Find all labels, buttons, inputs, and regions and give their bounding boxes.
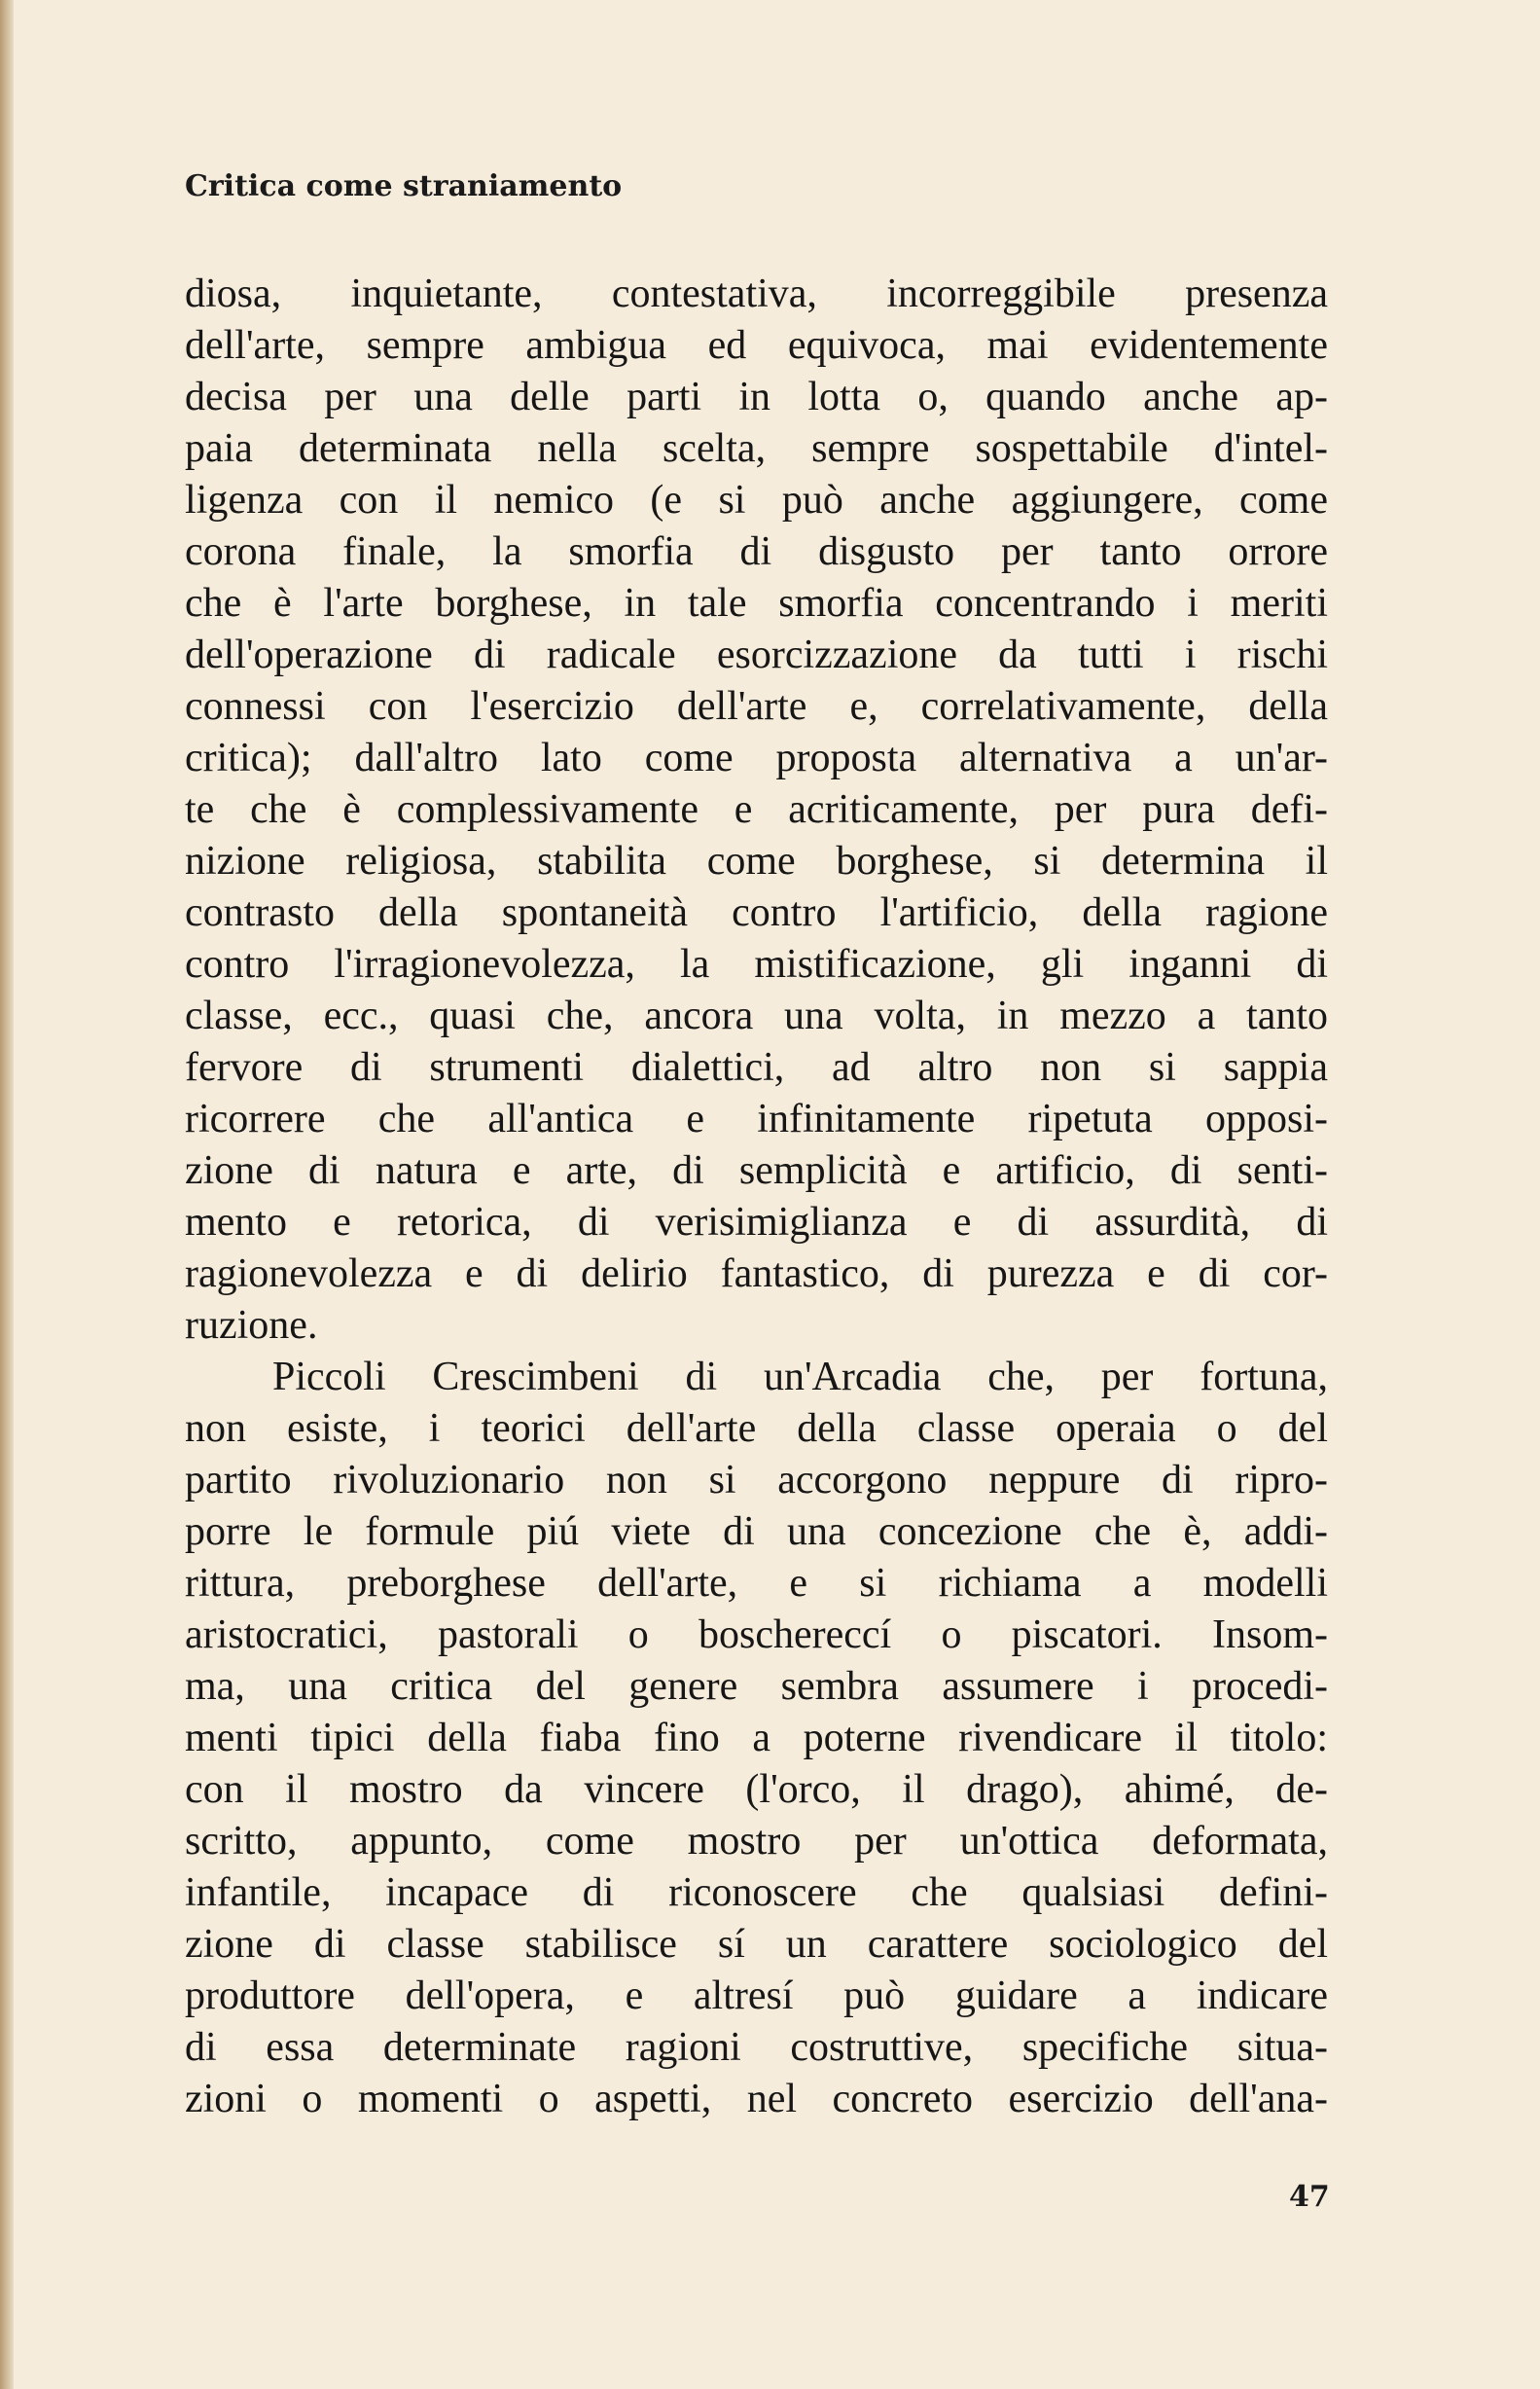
text-line: produttore dell'opera, e altresí può guidare a indicare (185, 1973, 1328, 2018)
text-line: critica); dall'altro lato come proposta alternativa a un'ar- (185, 736, 1328, 780)
text-line: corona finale, la smorfia di disgusto per tanto orrore (185, 529, 1328, 574)
text-line: dell'arte, sempre ambigua ed equivoca, mai evidentemente (185, 323, 1328, 368)
text-line: contro l'irragionevolezza, la mistificazione, gli inganni di (185, 942, 1328, 987)
text-line: partito rivoluzionario non si accorgono neppure di ripro- (185, 1458, 1328, 1502)
text-line: di essa determinate ragioni costruttive, specifiche situa- (185, 2025, 1328, 2070)
text-line: rittura, preborghese dell'arte, e si richiama a modelli (185, 1561, 1328, 1606)
text-line: diosa, inquietante, contestativa, incorreggibile presenza (185, 271, 1328, 316)
page-number: 47 (1289, 2180, 1330, 2214)
body-text (185, 269, 1328, 2125)
text-line: con il mostro da vincere (l'orco, il drago), ahimé, de- (185, 1767, 1328, 1812)
text-line: porre le formule piú viete di una concezione che è, addi- (185, 1509, 1328, 1554)
text-line: dell'operazione di radicale esorcizzazione da tutti i rischi (185, 633, 1328, 677)
text-line: connessi con l'esercizio dell'arte e, correlativamente, della (185, 684, 1328, 729)
text-line: che è l'arte borghese, in tale smorfia concentrando i meriti (185, 581, 1328, 626)
page-binding-edge (0, 0, 14, 2389)
text-line: zioni o momenti o aspetti, nel concreto esercizio dell'ana- (185, 2077, 1328, 2121)
text-line: aristocratici, pastorali o boschereccí o piscatori. Insom- (185, 1612, 1328, 1657)
text-line: nizione religiosa, stabilita come borghese, si determina il (185, 839, 1328, 884)
text-line: te che è complessivamente e acriticamente, per pura defi- (185, 787, 1328, 832)
text-line: ma, una critica del genere sembra assumere i procedi- (185, 1664, 1328, 1709)
paragraph-end-line: ruzione. (185, 1303, 318, 1348)
text-line: menti tipici della fiaba fino a poterne rivendicare il titolo: (185, 1716, 1328, 1760)
text-line: ricorrere che all'antica e infinitamente ripetuta opposi- (185, 1097, 1328, 1141)
text-line: paia determinata nella scelta, sempre sospettabile d'intel- (185, 426, 1328, 471)
running-head: Critica come straniamento (185, 169, 623, 203)
paragraph-start-line: Piccoli Crescimbeni di un'Arcadia che, per fortuna, (272, 1355, 1328, 1399)
text-line: classe, ecc., quasi che, ancora una volta, in mezzo a tanto (185, 994, 1328, 1038)
text-line: mento e retorica, di verisimiglianza e di assurdità, di (185, 1200, 1328, 1245)
text-line: scritto, appunto, come mostro per un'ottica deformata, (185, 1819, 1328, 1864)
text-line: non esiste, i teorici dell'arte della classe operaia o del (185, 1406, 1328, 1451)
text-line: zione di natura e arte, di semplicità e artificio, di senti- (185, 1148, 1328, 1193)
text-line: ligenza con il nemico (e si può anche aggiungere, come (185, 478, 1328, 523)
text-line: infantile, incapace di riconoscere che qualsiasi defini- (185, 1870, 1328, 1915)
text-line: fervore di strumenti dialettici, ad altro non si sappia (185, 1045, 1328, 1090)
text-line: ragionevolezza e di delirio fantastico, di purezza e di cor- (185, 1251, 1328, 1296)
text-line: contrasto della spontaneità contro l'artificio, della ragione (185, 890, 1328, 935)
text-line: zione di classe stabilisce sí un carattere sociologico del (185, 1922, 1328, 1967)
text-line: decisa per una delle parti in lotta o, quando anche ap- (185, 375, 1328, 419)
